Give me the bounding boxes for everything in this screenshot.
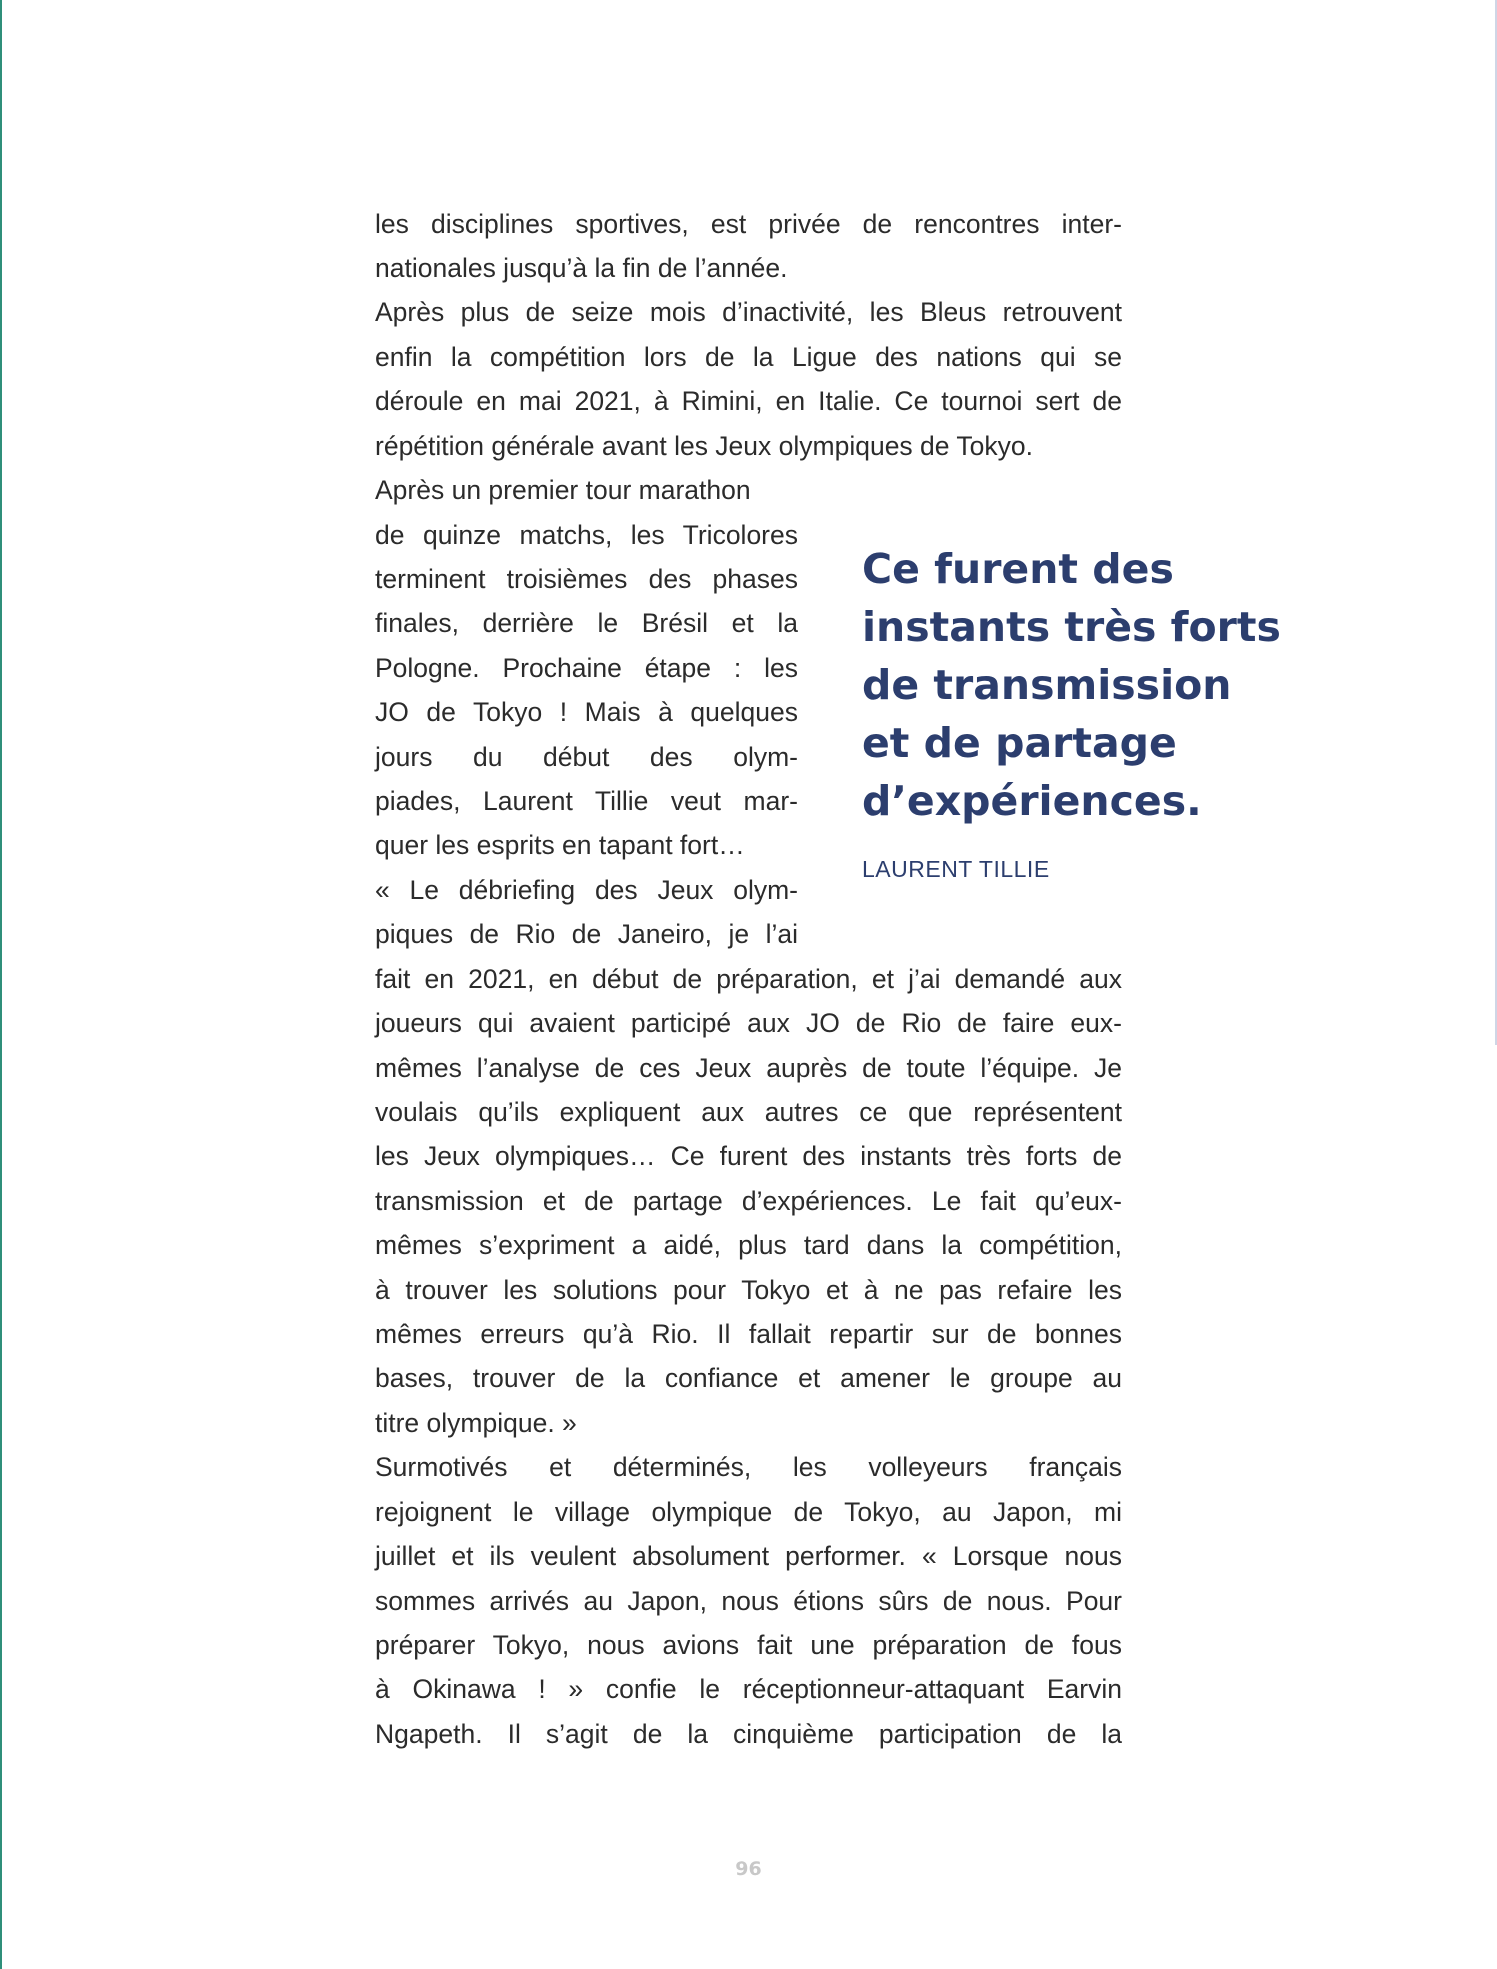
- text-line: juillet et ils veulent absolument performer. « Lorsque nous: [375, 1541, 1122, 1571]
- text-line: Ngapeth. Il s’agit de la cinquième participation de la: [375, 1719, 1122, 1749]
- text-line: sommes arrivés au Japon, nous étions sûrs de nous. Pour: [375, 1586, 1122, 1616]
- text-line: Surmotivés et déterminés, les volleyeurs français: [375, 1452, 1122, 1482]
- text-line: terminent troisièmes des phases: [375, 564, 798, 594]
- text-line: préparer Tokyo, nous avions fait une préparation de fous: [375, 1630, 1122, 1660]
- text-line: répétition générale avant les Jeux olympiques de Tokyo.: [375, 431, 1033, 461]
- pull-quote: [862, 540, 1342, 830]
- page-edge-left: [0, 0, 2, 1969]
- pull-quote-line: Ce furent des: [862, 545, 1174, 593]
- text-line: enfin la compétition lors de la Ligue des nations qui se: [375, 342, 1122, 372]
- text-line: Après un premier tour marathon: [375, 475, 751, 505]
- text-line: mêmes s’expriment a aidé, plus tard dans la compétition,: [375, 1230, 1122, 1260]
- text-line: piques de Rio de Janeiro, je l’ai: [375, 919, 798, 949]
- quote-author: LAURENT TILLIE: [862, 856, 1050, 882]
- text-line: Pologne. Prochaine étape : les: [375, 653, 798, 683]
- text-line: titre olympique. »: [375, 1408, 577, 1438]
- text-line: à Okinawa ! » confie le réceptionneur-attaquant Earvin: [375, 1674, 1122, 1704]
- text-line: les Jeux olympiques… Ce furent des instants très forts de: [375, 1141, 1122, 1171]
- text-line: joueurs qui avaient participé aux JO de Rio de faire eux-: [375, 1008, 1122, 1038]
- pull-quote-line: instants très forts: [862, 603, 1281, 651]
- text-line: quer les esprits en tapant fort…: [375, 830, 745, 860]
- text-line: à trouver les solutions pour Tokyo et à ne pas refaire les: [375, 1275, 1122, 1305]
- text-line: les disciplines sportives, est privée de rencontres inter-: [375, 209, 1122, 239]
- pull-quote-line: et de partage: [862, 719, 1177, 767]
- text-line: Après plus de seize mois d’inactivité, les Bleus retrouvent: [375, 297, 1122, 327]
- text-line: de quinze matchs, les Tricolores: [375, 520, 798, 550]
- page-number: 96: [735, 1858, 762, 1880]
- text-line: jours du début des olym-: [375, 742, 798, 772]
- text-line: fait en 2021, en début de préparation, et j’ai demandé aux: [375, 964, 1122, 994]
- text-line: mêmes erreurs qu’à Rio. Il fallait repartir sur de bonnes: [375, 1319, 1122, 1349]
- text-line: « Le débriefing des Jeux olym-: [375, 875, 798, 905]
- text-line: transmission et de partage d’expériences. Le fait qu’eux-: [375, 1186, 1122, 1216]
- pull-quote-line: de transmission: [862, 661, 1232, 709]
- text-line: piades, Laurent Tillie veut mar-: [375, 786, 798, 816]
- text-line: nationales jusqu’à la fin de l’année.: [375, 253, 788, 283]
- text-line: déroule en mai 2021, à Rimini, en Italie. Ce tournoi sert de: [375, 386, 1122, 416]
- text-line: mêmes l’analyse de ces Jeux auprès de toute l’équipe. Je: [375, 1053, 1122, 1083]
- text-line: rejoignent le village olympique de Tokyo, au Japon, mi: [375, 1497, 1122, 1527]
- text-line: finales, derrière le Brésil et la: [375, 608, 798, 638]
- text-line: bases, trouver de la confiance et amener le groupe au: [375, 1363, 1122, 1393]
- text-line: JO de Tokyo ! Mais à quelques: [375, 697, 798, 727]
- text-line: voulais qu’ils expliquent aux autres ce que représentent: [375, 1097, 1122, 1127]
- pull-quote-line: d’expériences.: [862, 777, 1202, 825]
